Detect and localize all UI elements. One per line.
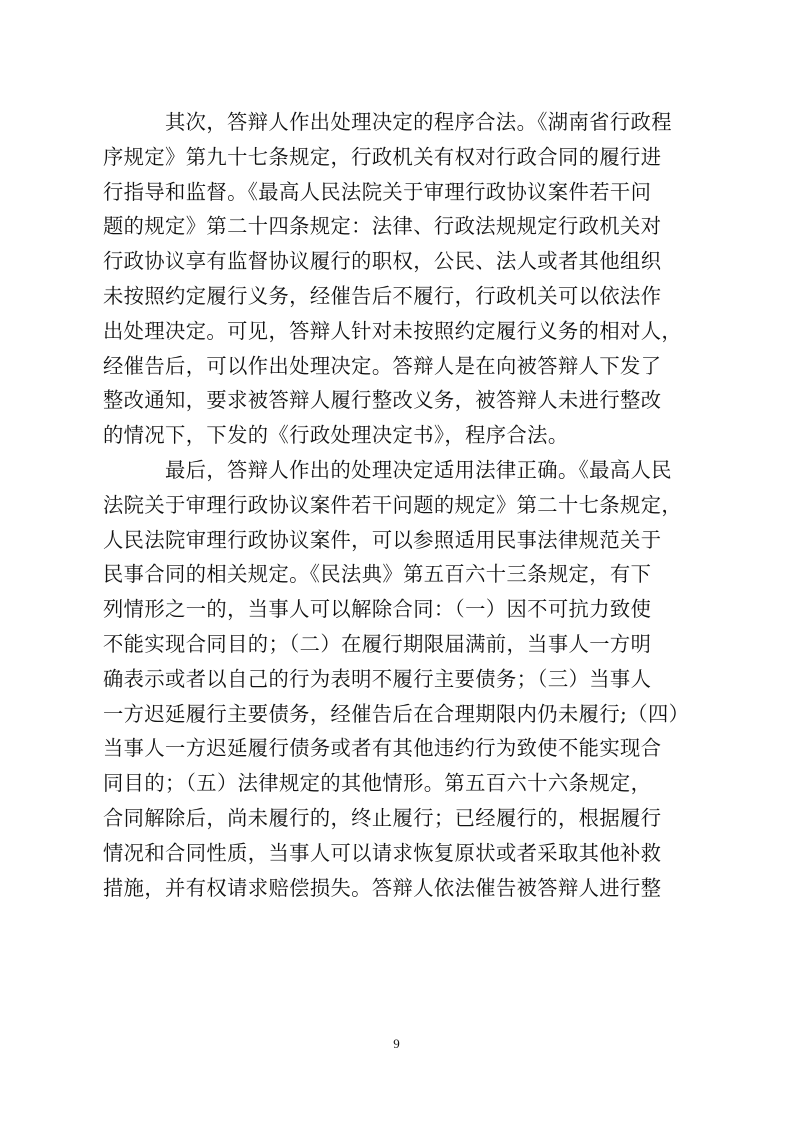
text-line: 出处理决定。可见，答辩人针对未按照约定履行义务的相对人， [103,318,683,343]
text-line: 序规定》第九十七条规定，行政机关有权对行政合同的履行进 [103,144,662,169]
text-line: 题的规定》第二十四条规定：法律、行政法规规定行政机关对 [103,214,662,239]
text-line: 不能实现合同目的；（二）在履行期限届满前，当事人一方明 [103,631,652,656]
text-line: 措施，并有权请求赔偿损失。答辩人依法催告被答辩人进行整 [103,875,662,900]
paragraph-procedure [103,105,687,453]
text-line: 确表示或者以自己的行为表明不履行主要债务；（三）当事人 [103,666,652,691]
text-line: 情况和合同性质，当事人可以请求恢复原状或者采取其他补救 [103,840,662,865]
document-body [103,105,690,905]
text-line: 其次，答辩人作出处理决定的程序合法。《湖南省行政程 [165,110,672,134]
text-line: 最后，答辩人作出的处理决定适用法律正确。《最高人民 [165,457,672,482]
page-number: 9 [393,1036,400,1051]
text-line: 一方迟延履行主要债务，经催告后在合理期限内仍未履行;（四） [103,701,690,726]
text-line: 法院关于审理行政协议案件若干问题的规定》第二十七条规定， [103,492,683,517]
text-line: 整改通知，要求被答辩人履行整改义务，被答辩人未进行整改 [103,388,662,413]
text-line: 行指导和监督。《最高人民法院关于审理行政协议案件若干问 [103,179,652,204]
text-line: 民事合同的相关规定。《民法典》第五百六十三条规定，有下 [103,562,652,587]
text-line: 的情况下，下发的《行政处理决定书》，程序合法。 [103,423,569,448]
paragraph-law-application [103,453,690,905]
text-line: 同目的；（五）法律规定的其他情形。第五百六十六条规定， [103,771,652,796]
text-line: 人民法院审理行政协议案件，可以参照适用民事法律规范关于 [103,527,662,552]
text-line: 合同解除后，尚未履行的，终止履行；已经履行的，根据履行 [103,805,662,830]
text-line: 经催告后，可以作出处理决定。答辩人是在向被答辩人下发了 [103,353,662,378]
text-line: 未按照约定履行义务，经催告后不履行，行政机关可以依法作 [103,283,662,308]
text-line: 行政协议享有监督协议履行的职权，公民、法人或者其他组织 [103,249,662,274]
text-line: 列情形之一的，当事人可以解除合同：（一）因不可抗力致使 [103,597,652,622]
text-line: 当事人一方迟延履行债务或者有其他违约行为致使不能实现合 [103,736,662,761]
